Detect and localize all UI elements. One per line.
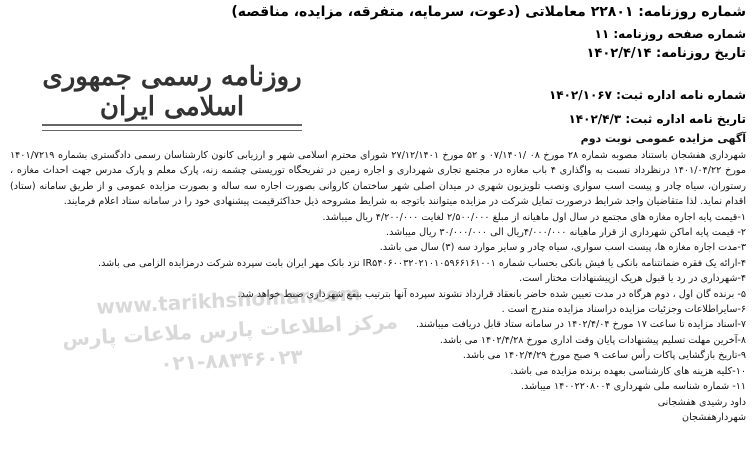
list-item: ۱۰-کلیه هزینه های کارشناسی بعهده برنده مزایده می باشد. [510, 365, 746, 377]
watermark-line: ۰۲۱-۸۸۳۴۶۰۲۳ [159, 344, 304, 376]
watermark-line: مرکز اطلاعات پارس ملاعات پارس [61, 309, 399, 351]
issue-line [231, 4, 746, 20]
notice-body [10, 148, 746, 425]
list-item: ۱۱- شماره شناسه ملی شهرداری ۱۴۰۰۲۲۰۸۰۰۴ میباشد. [520, 381, 746, 393]
list-item: ۴-ارائه یک فقره ضمانتنامه بانکی یا فیش بانکی بحساب شماره IR۵۴۰۶۰۰۳۲۰۲۱۰۱۰۵۹۶۶۱۶۱۰۰۱ نزد بانک مهر ایران بابت سپرده شرکت درمزایده الزامی می باشد. [98, 257, 746, 269]
signer-organization: شهردارهفشجان [682, 411, 746, 423]
issue-label: شماره روزنامه: [638, 4, 746, 20]
notice-intro: شهرداری هفشجان باستناد مصوبه شماره ۲۸ مورخ ۰۸ /۰۷/۱۴۰۱ و ۵۲ مورخ ۲۷/۱۲/۱۴۰۱ شورای محترم اسلامی شهر و ارزیابی کانون کارشناسان رسمی دادگستری بشماره ۱۴۰۱/۷۲۱۹ مورخ ۱۴۰۱/۰۴/۲۲ درنظرداد نسبت به واگذاری ۴ باب مغازه در مجتمع تجاری شهرداری و اجاره زمین در تفریحگاه توریستی چشمه زنه، پارک معلم و پارک مدرس جهت احداث مغازه ، رستوران، سیاه چادر و پیست اسب سواری ونصب تلویزیون شهری در میدان اصلی شهر ساختمان کاروانی بصورت اجاره سه ساله و بصورت مزایده عمومی و از طریق سامانه (ستاد) اقدام نماید. لذا متقاضیان واجد شرایط درصورت تمایل شرکت در مزایده میتوانند باتوجه به شرایط مشروحه ذیل حداکثرقیمت پیشنهادی خود را در سامانه ستاد اعلام فرمایند. [10, 150, 746, 208]
list-item: ۹-تاریخ بازگشایی پاکات رأس ساعت ۹ صبح مورخ ۱۴۰۲/۴/۲۹ می باشد. [462, 350, 746, 362]
list-item: ۱-قیمت پایه اجاره مغازه های مجتمع در سال اول ماهیانه از مبلغ ۲/۵۰۰/۰۰۰ لغایت ۴/۲۰۰/۰۰۰ ریال میباشد. [322, 211, 746, 223]
letter-date-line [568, 112, 746, 126]
list-item: ۴-شهرداری در رد یا قبول هریک ازپیشنهادات مختار است. [519, 273, 746, 285]
page-line [595, 27, 747, 41]
masthead-text: روزنامه رسمی جمهوری اسلامی ایران [42, 62, 302, 122]
letter-number-line [549, 88, 746, 102]
watermark-line: www.tarikhshomar.com [95, 281, 362, 319]
list-item: ۲- قیمت پایه اماکن شهرداری از قرار ماهیانه ۴/۰۰۰/۰۰۰ریال الی ۳۰/۰۰۰/۰۰۰ ریال میباشد. [386, 227, 746, 239]
masthead-underline [42, 124, 302, 131]
page-label: شماره صفحه روزنامه: [613, 27, 746, 41]
page-value: ۱۱ [594, 27, 610, 41]
letter-number-value: ۱۴۰۲/۱۰۶۷ [548, 88, 612, 102]
letter-date-label: تاریخ نامه اداره ثبت: [625, 112, 746, 126]
list-item: ۶-سایراطلاعات وجزئیات مزایده دراسناد مزایده مندرج است . [501, 304, 746, 316]
letter-number-label: شماره نامه اداره ثبت: [616, 88, 746, 102]
signer-name: داود رشیدی هفشجانی [657, 396, 746, 408]
date-label: تاریخ روزنامه: [656, 46, 746, 61]
date-value: ۱۴۰۲/۴/۱۴ [586, 46, 652, 61]
list-item: ۷-اسناد مزایده تا ساعت ۱۷ مورخ ۱۴۰۲/۴/۰۴ در سامانه ستاد قابل دریافت میباشند. [415, 319, 746, 331]
list-item: ۵- برنده گان اول ، دوم هرگاه در مدت تعیین شده حاضر بانعقاد قرارداد نشوند سپرده آنها بترتیب بنفع شهرداری ضبط خواهد شد. [237, 288, 746, 300]
list-item: ۳-مدت اجاره مغازه ها، پیست اسب سواری، سیاه چادر و سایر موارد سه (۳) سال می باشد. [379, 242, 746, 254]
date-line [586, 46, 746, 61]
issue-value: ۲۲۸۰۱ معاملاتی (دعوت، سرمایه، متفرقه، مزایده، مناقصه) [231, 4, 634, 20]
notice-title: آگهی مزایده عمومی نوبت دوم [580, 132, 746, 145]
list-item: ۸-آخرین مهلت تسلیم پیشنهادات پایان وقت اداری مورخ ۱۴۰۲/۴/۲۸ می باشد. [439, 334, 746, 346]
newspaper-masthead-logo [22, 62, 322, 122]
letter-date-value: ۱۴۰۲/۴/۳ [568, 112, 622, 126]
